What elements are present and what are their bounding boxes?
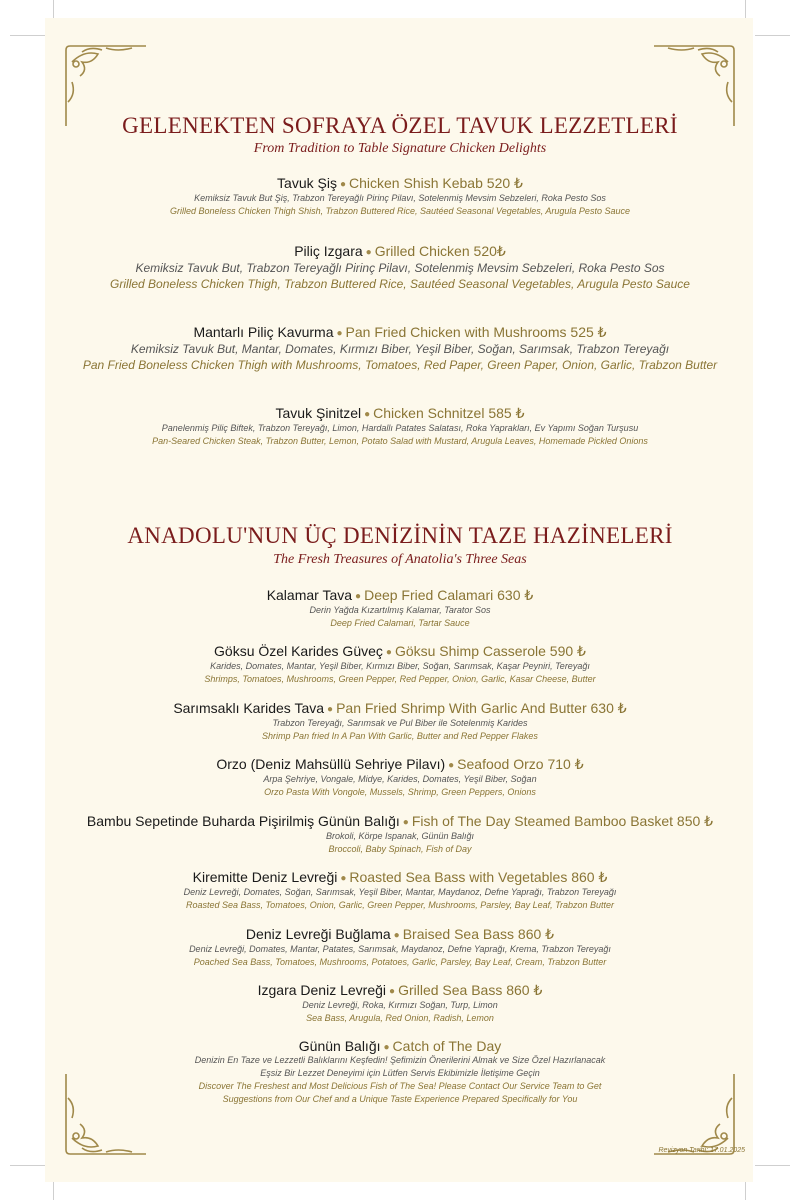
item-price: 585 ₺	[488, 405, 525, 421]
item-desc-tr: Arpa Şehriye, Vongale, Midye, Karides, Domates, Yeşil Biber, Soğan	[263, 774, 537, 784]
item-name-en: Fish of The Day Steamed Bamboo Basket	[411, 813, 674, 829]
item-name-tr: Bambu Sepetinde Buharda Pişirilmiş Günün Balığı	[86, 813, 400, 829]
item-desc-tr: Denizin En Taze ve Lezzetli Balıklarını Keşfedin! Şefimizin Önerilerini Almak ve Size Özel Hazırlanacak	[194, 1055, 606, 1065]
bullet-icon: ●	[336, 328, 343, 339]
item-name-en: Chicken Schnitzel	[373, 405, 485, 421]
item-price: 520 ₺	[486, 175, 523, 191]
menu-item	[0, 813, 800, 856]
crop-mark	[10, 35, 45, 36]
item-name-en: Roasted Sea Bass with Vegetables	[349, 869, 568, 885]
item-name-tr: Günün Balığı	[298, 1038, 381, 1054]
menu-item	[0, 243, 800, 292]
item-price: 860 ₺	[506, 982, 543, 998]
item-desc-en: Broccoli, Baby Spinach, Fish of Day	[328, 844, 472, 854]
menu-item	[0, 700, 800, 743]
revision-date: Revizyon Tarihi: 17.01.2025	[658, 1147, 745, 1154]
item-name-tr: Kalamar Tava	[266, 587, 353, 603]
item-name-en: Pan Fried Shrimp With Garlic And Butter	[336, 700, 587, 716]
item-name-tr: Piliç Izgara	[294, 243, 363, 259]
bullet-icon: ●	[383, 1042, 390, 1053]
bullet-icon: ●	[355, 591, 362, 602]
item-price: 630 ₺	[497, 587, 534, 603]
item-desc-tr: Deniz Levreği, Domates, Soğan, Sarımsak, Yeşil Biber, Mantar, Maydanoz, Defne Yaprağı, Trabzon Tereyağı	[183, 887, 617, 897]
bullet-icon: ●	[364, 409, 371, 420]
item-name-tr: Deniz Levreği Buğlama	[245, 926, 391, 942]
item-name-tr: Mantarlı Piliç Kavurma	[193, 324, 334, 340]
crop-mark	[755, 1165, 790, 1166]
item-name-en: Seafood Orzo	[457, 756, 544, 772]
item-desc-en: Pan-Seared Chicken Steak, Trabzon Butter, Lemon, Potato Salad with Mustard, Arugula Leaves, Homemade Pickled Onions	[152, 436, 648, 446]
bullet-icon: ●	[340, 873, 347, 884]
item-desc-en: Grilled Boneless Chicken Thigh Shish, Trabzon Buttered Rice, Sautéed Seasonal Vegetables, Arugula Pesto Sauce	[170, 206, 630, 216]
item-price: 860 ₺	[517, 926, 555, 942]
item-desc-en: Roasted Sea Bass, Tomatoes, Onion, Garlic, Green Pepper, Mushrooms, Parsley, Bay Leaf, Trabzon Butter	[185, 900, 615, 910]
item-desc-tr: Kemiksiz Tavuk But Şiş, Trabzon Tereyağlı Pirinç Pilavı, Sotelenmiş Mevsim Sebzeleri, Roka Pesto Sos	[194, 193, 606, 203]
item-desc-en: Discover The Freshest and Most Delicious Fish of The Sea! Please Contact Our Service Team to Get	[198, 1081, 602, 1091]
crop-mark	[53, 1182, 54, 1200]
item-price: 630 ₺	[590, 700, 627, 716]
item-name-en: Grilled Sea Bass	[398, 982, 503, 998]
menu-item	[0, 643, 800, 686]
item-desc-tr: Panelenmiş Piliç Biftek, Trabzon Tereyağı, Limon, Hardallı Patates Salatası, Roka Yaprakları, Ev Yapımı Soğan Turşusu	[161, 423, 639, 433]
menu-item	[0, 869, 800, 912]
menu-item	[0, 982, 800, 1025]
crop-mark	[755, 35, 790, 36]
item-name-tr: Göksu Özel Karides Güveç	[214, 643, 383, 659]
item-desc-tr: Brokoli, Körpe Ispanak, Günün Balığı	[325, 831, 475, 841]
menu-item	[0, 405, 800, 448]
item-desc-en: Deep Fried Calamari, Tartar Sauce	[330, 618, 470, 628]
bullet-icon: ●	[327, 704, 334, 715]
item-name-tr: Kiremitte Deniz Levreği	[192, 869, 338, 885]
item-price: 710 ₺	[547, 756, 584, 772]
item-desc-en: Poached Sea Bass, Tomatoes, Mushrooms, Potatoes, Garlic, Parsley, Bay Leaf, Cream, Trabzon Butter	[193, 957, 607, 967]
item-name-tr: Tavuk Şiş	[277, 175, 337, 191]
item-price: 850 ₺	[676, 813, 714, 829]
item-desc-tr: Derin Yağda Kızartılmış Kalamar, Tarator Sos	[309, 605, 491, 615]
bullet-icon: ●	[402, 817, 409, 828]
item-desc-tr: Trabzon Tereyağı, Sarımsak ve Pul Biber ile Sotelenmiş Karides	[272, 718, 528, 728]
item-desc-tr: Eşsiz Bir Lezzet Deneyimi için Lütfen Servis Ekibimizle İletişime Geçin	[260, 1068, 540, 1078]
bullet-icon: ●	[448, 760, 455, 771]
item-desc-en: Pan Fried Boneless Chicken Thigh with Mushrooms, Tomatoes, Red Paper, Green Paper, Onion, Garlic, Trabzon Butter	[82, 358, 718, 372]
item-price: 590 ₺	[549, 643, 586, 659]
item-name-tr: Izgara Deniz Levreği	[257, 982, 387, 998]
item-name-en: Grilled Chicken	[374, 243, 470, 259]
item-desc-tr: Deniz Levreği, Roka, Kırmızı Soğan, Turp, Limon	[302, 1000, 498, 1010]
item-desc-tr: Kemiksiz Tavuk But, Trabzon Tereyağlı Pirinç Pilavı, Sotelenmiş Mevsim Sebzeleri, Roka Pesto Sos	[135, 261, 665, 275]
item-name-tr: Orzo (Deniz Mahsüllü Sehriye Pilavı)	[216, 756, 446, 772]
item-price: 525 ₺	[570, 324, 607, 340]
menu-item	[0, 926, 800, 969]
crop-mark	[745, 0, 746, 18]
item-name-tr: Tavuk Şinitzel	[275, 405, 362, 421]
bullet-icon: ●	[339, 179, 347, 190]
crop-mark	[745, 1182, 746, 1200]
item-name-en: Pan Fried Chicken with Mushrooms	[345, 324, 567, 340]
item-desc-tr: Kemiksiz Tavuk But, Mantar, Domates, Kırmızı Biber, Yeşil Biber, Soğan, Sarımsak, Trabzon Tereyağı	[130, 342, 670, 356]
item-desc-tr: Karides, Domates, Mantar, Yeşil Biber, Kırmızı Biber, Soğan, Sarımsak, Kaşar Peyniri, Tereyağı	[210, 661, 590, 671]
item-desc-en: Shrimps, Tomatoes, Mushrooms, Green Pepper, Red Pepper, Onion, Garlic, Kasar Cheese, Butter	[204, 674, 596, 684]
item-name-en: Deep Fried Calamari	[364, 587, 494, 603]
item-name-en: Braised Sea Bass	[402, 926, 515, 942]
item-desc-en: Suggestions from Our Chef and a Unique Taste Experience Prepared Specifically for You	[222, 1094, 578, 1104]
item-name-en: Chicken Shish Kebab	[349, 175, 483, 191]
item-desc-en: Grilled Boneless Chicken Thigh, Trabzon Buttered Rice, Sautéed Seasonal Vegetables, Arugula Pesto Sauce	[110, 277, 690, 291]
bullet-icon: ●	[365, 247, 372, 258]
crop-mark	[10, 1165, 45, 1166]
item-desc-tr: Deniz Levreği, Domates, Mantar, Patates, Sarımsak, Maydanoz, Defne Yaprağı, Krema, Trabzon Tereyağı	[189, 944, 611, 954]
bullet-icon: ●	[389, 986, 396, 997]
item-name-en: Catch of The Day	[392, 1038, 502, 1054]
section-subtitle-chicken: From Tradition to Table Signature Chicken Delights	[253, 141, 547, 156]
bullet-icon: ●	[385, 647, 392, 658]
item-name-tr: Sarımsaklı Karides Tava	[173, 700, 325, 716]
menu-item	[0, 587, 800, 630]
item-price: 860 ₺	[571, 869, 608, 885]
crop-mark	[53, 0, 54, 18]
bullet-icon: ●	[393, 930, 400, 941]
item-desc-en: Shrimp Pan fried In A Pan With Garlic, Butter and Red Pepper Flakes	[262, 731, 538, 741]
section-subtitle-seafood: The Fresh Treasures of Anatolia's Three Seas	[273, 552, 527, 567]
item-name-en: Göksu Shimp Casserole	[394, 643, 546, 659]
item-desc-en: Orzo Pasta With Vongole, Mussels, Shrimp, Green Peppers, Onions	[264, 787, 536, 797]
section-title-seafood: ANADOLU'NUN ÜÇ DENİZİNİN TAZE HAZİNELERİ	[127, 523, 673, 548]
menu-item	[0, 175, 800, 218]
section-title-chicken: GELENEKTEN SOFRAYA ÖZEL TAVUK LEZZETLERİ	[122, 113, 678, 138]
item-desc-en: Sea Bass, Arugula, Red Onion, Radish, Lemon	[306, 1013, 494, 1023]
menu-item	[0, 756, 800, 799]
menu-item	[0, 324, 800, 373]
menu-item-catch-of-the-day	[0, 1038, 800, 1106]
item-price: 520₺	[473, 243, 506, 259]
